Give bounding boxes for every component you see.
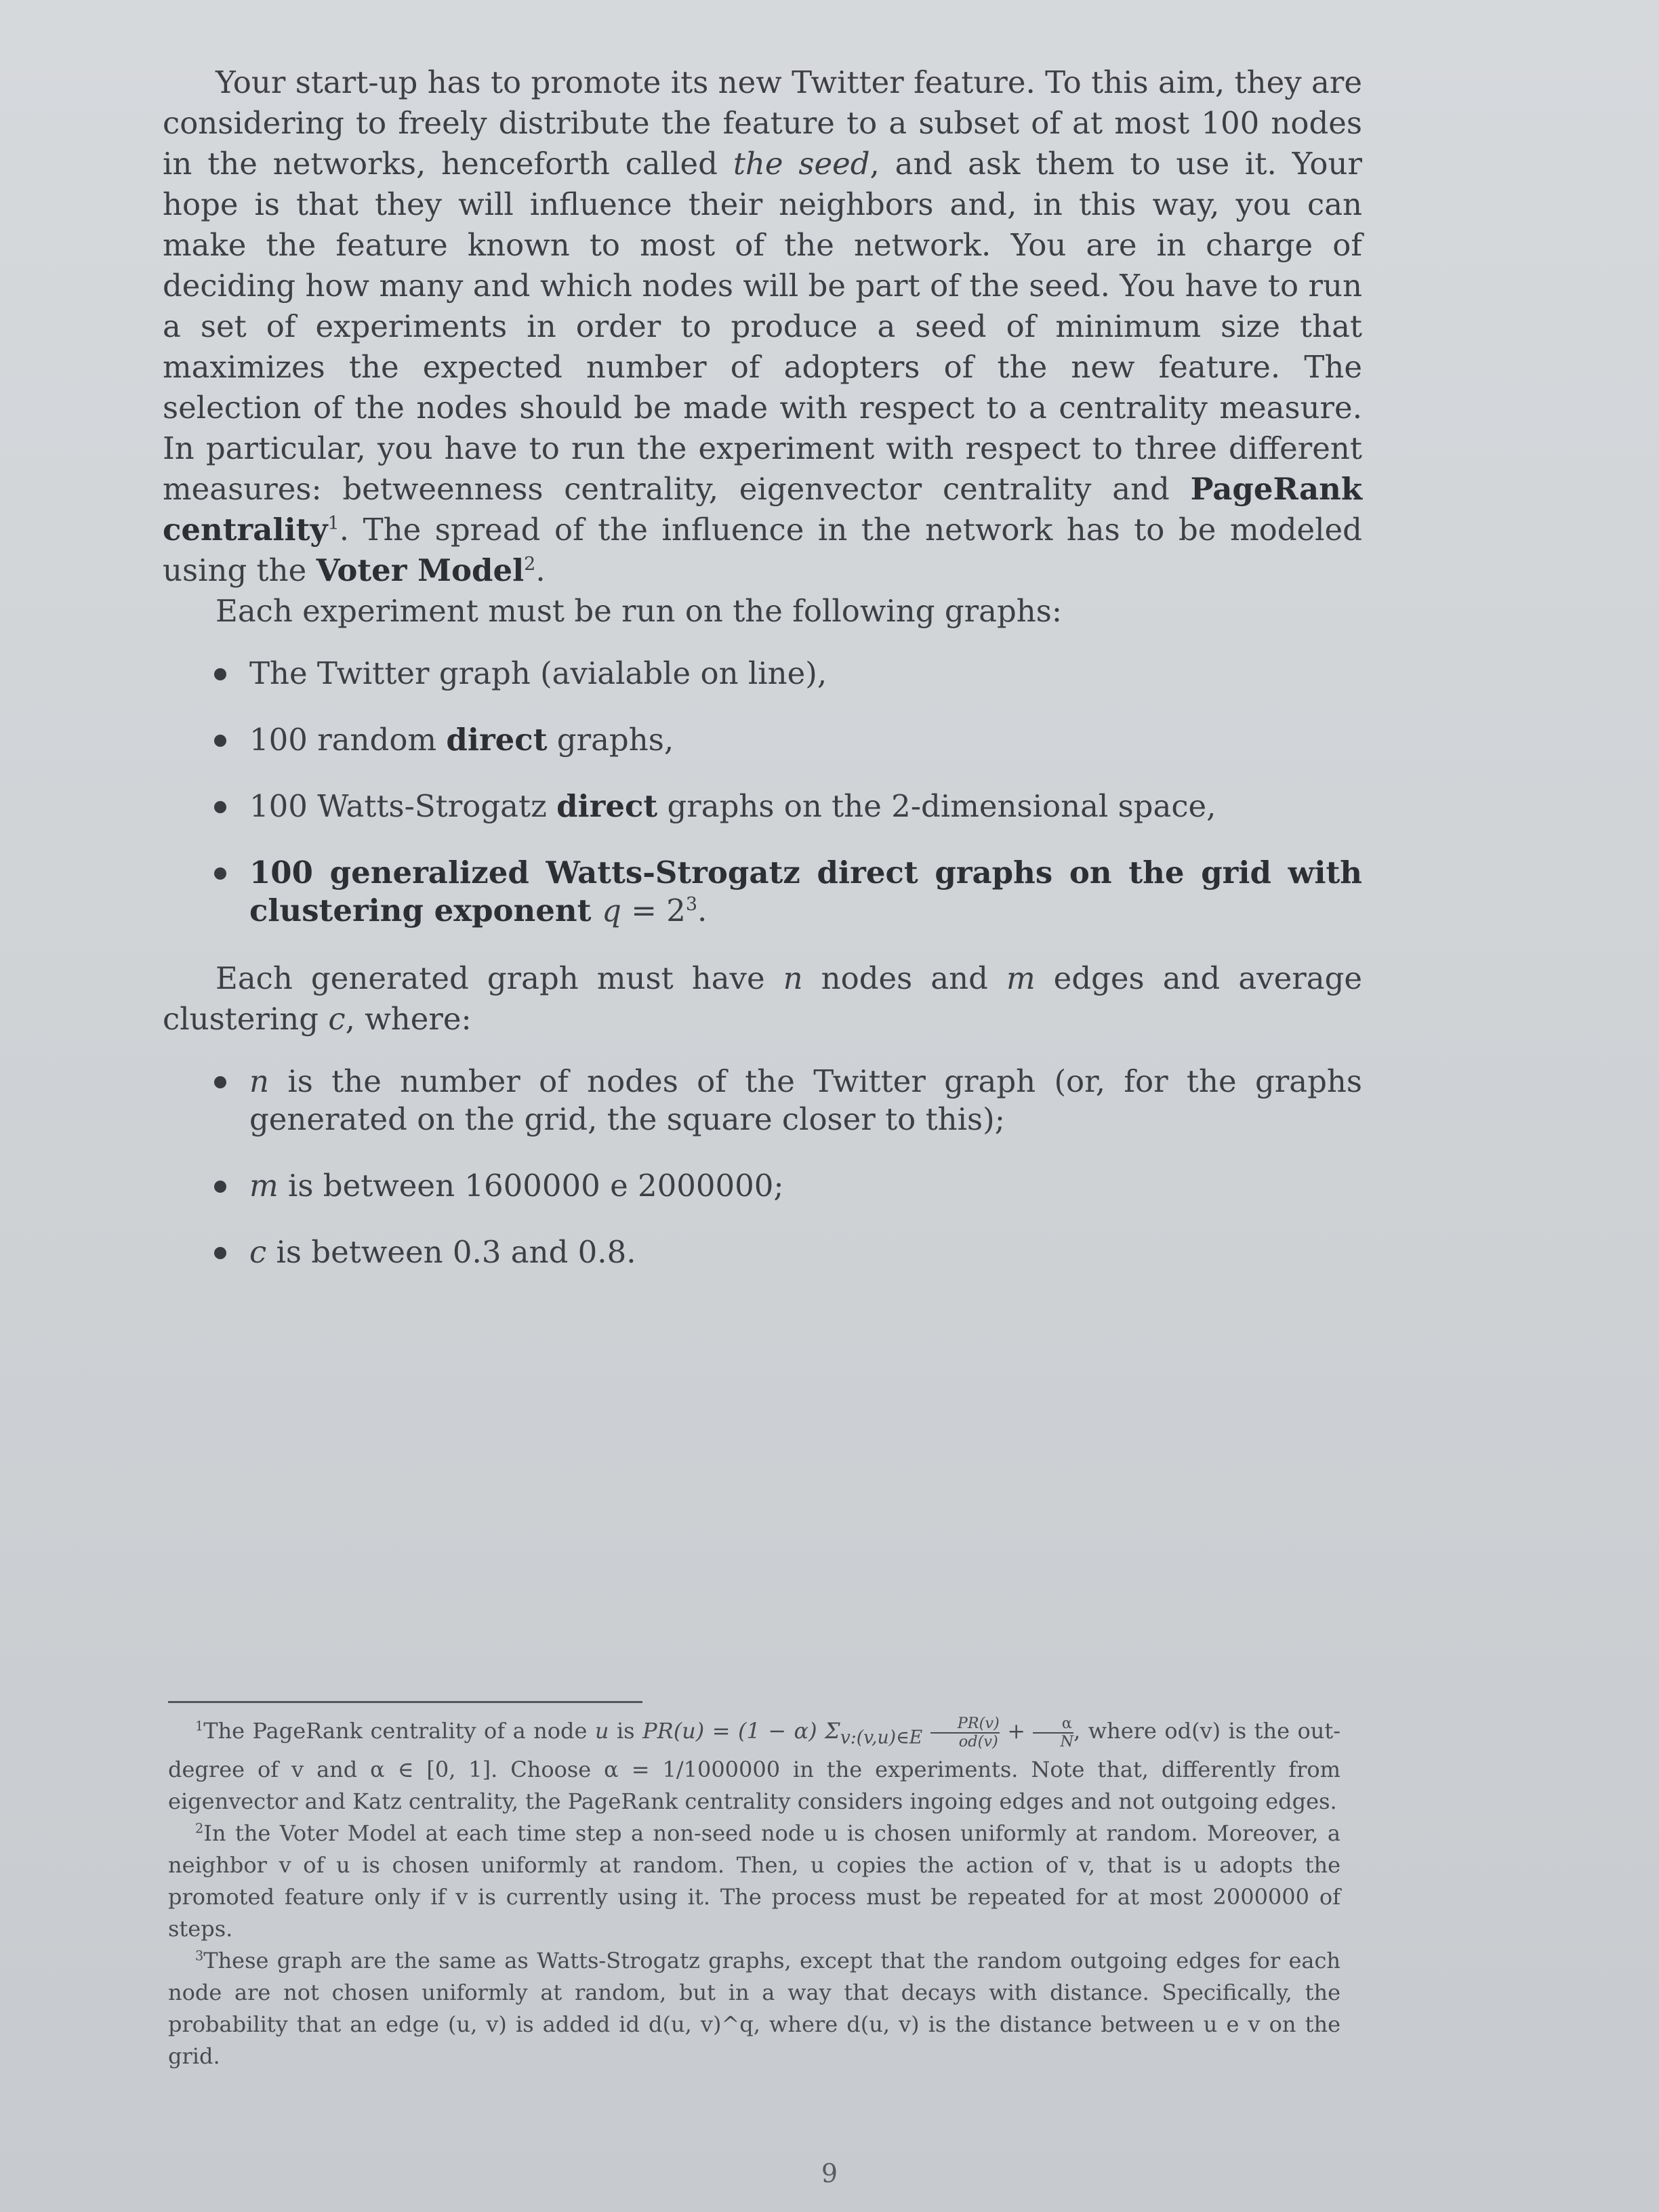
- list-item: n is the number of nodes of the Twitter graph (or, for the graphs generated on the grid, the square closer to this);: [249, 1063, 1362, 1139]
- list-item: 100 random direct graphs,: [249, 721, 1362, 759]
- footnote-2: $^2$In the Voter Model at each time step a non-seed node u is chosen uniformly at random. Moreover, a neighbor v of u is chosen uniformly at random. Then, u copies the action of v, that is u adopts the promoted feature only if v is currently using it. The process must be repeated for at most 2000000 of steps.: [168, 1820, 1340, 1942]
- graph-list: [163, 655, 1362, 930]
- constraint-list: [163, 1063, 1362, 1271]
- main-text: [163, 62, 1362, 1300]
- footnotes: [168, 1701, 1340, 2072]
- constraints-paragraph: Each generated graph must have n nodes and m edges and average clustering c, where:: [163, 960, 1363, 1037]
- list-item: 100 Watts-Strogatz direct graphs on the 2-dimensional space,: [249, 787, 1362, 825]
- footnote-ref-2: 2: [524, 554, 536, 575]
- bullet-icon: [214, 1076, 226, 1088]
- intro-paragraph: Your start-up has to promote its new Twitter feature. To this aim, they are considering to freely distribute the feature to a subset of at most 100 nodes in the networks, henceforth called the seed, and ask them to use it. Your hope is that they will influence their neighbors and, in this way, you can make the feature known to most of the network. You are in charge of deciding how many and which nodes will be part of the seed. You have to run a set of experiments in order to produce a seed of minimum size that maximizes the expected number of adopters of the new feature. The selection of the nodes should be made with respect to a centrality measure. In particular, you have to run the experiment with respect to three different measures: betweenness centrality, eigenvector centrality and PageRank centrality$^1$. The spread of the influence in the network has to be modeled using the Voter Model$^2$.: [163, 64, 1362, 588]
- bullet-icon: [214, 867, 226, 880]
- list-item: m is between 1600000 e 2000000;: [249, 1167, 1362, 1205]
- bullet-icon: [214, 1247, 226, 1259]
- footnote-3: $^3$These graph are the same as Watts-Strogatz graphs, except that the random outgoing edges for each node are not chosen uniformly at random, but in a way that decays with distance. Specifically, the probability that an edge (u, v) is added id d(u, v)^q, where d(u, v) is the distance between u e v on the grid.: [168, 1947, 1340, 2069]
- list-item: 100 generalized Watts-Strogatz direct graphs on the grid with clustering exponent $q = 2^3$.: [249, 854, 1362, 930]
- list-item: c is between 0.3 and 0.8.: [249, 1233, 1362, 1271]
- list-item: The Twitter graph (avialable on line),: [249, 655, 1362, 693]
- experiment-paragraph: Each experiment must be run on the following graphs:: [216, 593, 1063, 629]
- footnote-divider: [168, 1701, 642, 1703]
- pagerank-term: PageRank centrality: [163, 471, 1362, 548]
- seed-term: the seed: [733, 146, 870, 182]
- page-number: 9: [821, 2158, 838, 2188]
- bullet-icon: [214, 735, 226, 747]
- voter-model-term: Voter Model: [316, 552, 525, 588]
- footnote-ref-1: 1: [327, 513, 340, 534]
- footnote-1: $^1$The PageRank centrality of a node u is PR(u) = (1 − α) $\Sigma_{v:(v,u)\in E}$ $\frac{PR(v)}{od(v)}$ + $\frac{\alpha}{N}$ , where od(v) is the out-degree of v and α ∈ [0, 1]. Choose α = 1/1000000 in the experiments. Note that, differently from eigenvector and Katz centrality, the PageRank centrality considers ingoing edges and not outgoing edges.: [168, 1715, 1341, 1814]
- bullet-icon: [214, 801, 226, 813]
- bullet-icon: [214, 668, 226, 680]
- bullet-icon: [214, 1181, 226, 1193]
